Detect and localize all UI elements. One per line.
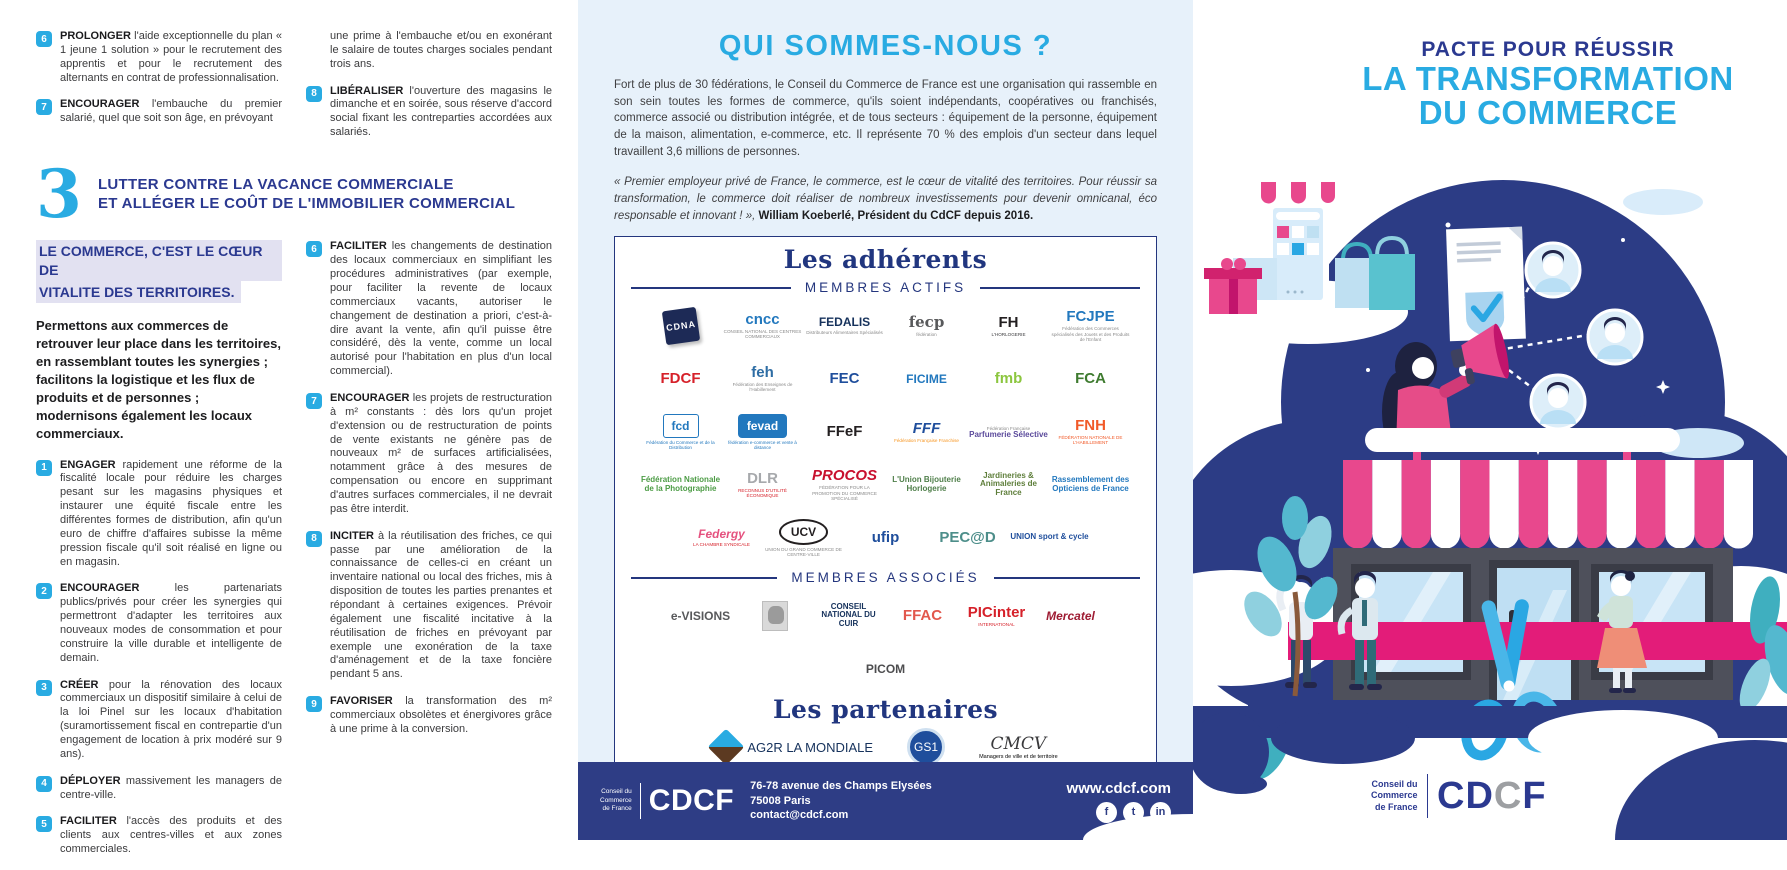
item-number-badge: 8 (306, 531, 322, 547)
avatar-3 (1531, 375, 1585, 429)
logo-cmcv: CMCV Managers de ville et de territoire (979, 734, 1058, 761)
section-intro: Permettons aux commerces de retrouver leur place dans les territoires, en rassemblant toutes les synergies ; facilitons la logistique et les flux de produits et de personnes ; modernisons également les locaux commerciaux. (36, 317, 281, 441)
logo-e-visions: e-VISIONS (670, 608, 731, 623)
measure-item-2-encourager (36, 582, 282, 665)
item-number-badge: 6 (36, 31, 52, 47)
item-lead: FACILITER (330, 240, 387, 253)
avatar-2 (1588, 310, 1642, 364)
cover-title-line2: DU COMMERCE (1418, 94, 1678, 132)
measure-item-9-favoriser (306, 695, 552, 737)
partenaires-logos (631, 728, 1140, 766)
president-quote: « Premier employeur privé de France, le commerce, est le cœur de vitalité des territoires. Pour réussir sa transformation, le commerce doit réaliser de nombreux investissements pour devenir omnicanal, éco responsable et innovant ! », William Koeberlé, Président du CdCF depuis 2016. (614, 176, 1157, 222)
intro-col-2 (306, 30, 552, 153)
logo-fdcf: FDCF (660, 370, 701, 388)
item-lead: ENCOURAGER (60, 582, 140, 595)
address-block (750, 779, 932, 824)
item-lead: INCITER (330, 529, 374, 542)
item-text: à la réutilisation des friches, ce qui passe par une amélioration de la connaissance de celles-ci en créant un inventaire national ou local des friches, mis à disposition de toutes les parties prenantes et répondant à certaines exigences. Prévoir également une fiscalité incitative à la réutilisation de friches en prévoyant par exemple une exonération de la taxe d'aménagement et de la taxe foncière pendant 5 ans. (330, 529, 552, 681)
partenaires-title: Les partenaires (772, 695, 999, 725)
linkedin-icon[interactable]: in (1150, 802, 1171, 823)
adherents-title: Les adhérents (783, 245, 988, 275)
item-text: l'ouverture des magasins le dimanche et en soirée, sous réserve d'accord social fixant les contreparties accordées aux salariés. (330, 84, 553, 139)
item-lead: ENGAGER (60, 458, 116, 471)
bottom-wave (1193, 706, 1787, 840)
measure-item-6-prolonger (36, 30, 282, 85)
logo-fh-horlogerie: FH L'HORLOGERIE (991, 313, 1026, 337)
logo-fnh: FNH FÉDÉRATION NATIONALE DE L'HABILLEMENT (1058, 417, 1123, 446)
logo-fevad: fevad fédération e-commerce et vente à distance (722, 405, 804, 458)
measure-item-5-faciliter (36, 815, 282, 857)
logo-cdna: CDNA (640, 299, 722, 352)
website-link[interactable]: www.cdcf.com (1066, 779, 1171, 797)
item-number-badge: 4 (36, 776, 52, 792)
logo-pic-international: PICinter INTERNATIONAL (967, 603, 1026, 627)
item-lead: ENCOURAGER (60, 98, 140, 111)
logo-conseil-national-du-cuir: CONSEIL NATIONAL DU CUIR (821, 601, 876, 629)
logo-jardineries-animaleries: Jardineries & Animaleries de France (980, 470, 1037, 498)
address-line: 75008 Paris (750, 794, 811, 807)
measure-item-1-engager (36, 459, 282, 570)
logo-fn-photographie: Fédération Nationale de la Photographie (640, 475, 721, 493)
item-number-badge: 9 (306, 696, 322, 712)
cdcf-logo-white: Conseil du Commerce de France CDCF (600, 784, 735, 817)
item-text: pour la rénovation des locaux commerciaux un dispositif similaire à celui de la loi Pinel sur les locaux d'habitation (suramortissement fiscal en contrepartie d'un engagement de location à prix modéré sur 9 ans). (60, 678, 282, 760)
section3-col-right (306, 240, 552, 870)
about-paragraph: Fort de plus de 30 fédérations, le Conseil du Commerce de France est une organisation qui rassemble en son sein toutes les formes de commerce, qu'ils soient indépendants, coopératives ou franchisés, commerce associé ou distribution intégrée, et de tous secteurs : équipement de la personne, équipement de la maison, alimentation, e-commerce, etc. Il représente 70 % des emplois d'un secteur dans lequel travaillent 3,6 millions de personnes. (614, 79, 1157, 158)
logo-parfumerie-selective: Fédération Française Parfumerie Sélective (969, 425, 1048, 440)
item-text: la transformation des m² commerciaux obsolètes et énergivores grâce à une prime à la conversion. (330, 695, 552, 735)
intro-col-1 (36, 30, 282, 153)
item-text: massivement les managers de centre-ville. (60, 774, 282, 801)
section-number: 3 (36, 155, 82, 234)
cover-kicker: PACTE POUR RÉUSSIR (1421, 38, 1675, 61)
logo-fca: FCA (1075, 370, 1106, 388)
membres-actifs-logos (631, 299, 1140, 564)
page-title: QUI SOMMES-NOUS ? (718, 30, 1053, 62)
contact-email[interactable]: contact@cdcf.com (750, 809, 849, 822)
item-7-continuation: une prime à l'embauche et/ou en exonérant le salaire de toutes charges sociales pendant trois ans. (330, 30, 552, 70)
membres-actifs-divider: MEMBRES ACTIFS (631, 280, 1140, 295)
logo-cncc: cncc CONSEIL NATIONAL DES CENTRES COMMERCIAUX (723, 311, 802, 340)
item-number-badge: 2 (36, 583, 52, 599)
facebook-icon[interactable]: f (1096, 802, 1117, 823)
document-check (1446, 227, 1526, 342)
section3-col-left (36, 240, 282, 870)
logo-fec: FEC (829, 370, 860, 388)
ag2r-diamond-icon (708, 729, 745, 766)
cdcf-logo: Conseil du Commerce de France CDCF (1371, 774, 1547, 817)
item-number-badge: 6 (306, 241, 322, 257)
item-lead: FAVORISER (330, 695, 393, 708)
item-lead: PROLONGER (60, 30, 131, 42)
logo-ufip: ufip (871, 529, 900, 547)
item-lead: ENCOURAGER (330, 392, 410, 404)
measure-item-4-deployer (36, 775, 282, 803)
logo-ag2r-la-mondiale: AG2R LA MONDIALE (713, 734, 873, 760)
measure-item-3-creer (36, 679, 282, 762)
item-text: rapidement une réforme de la fiscalité locale pour réduire les charges pesant sur les magasins physiques et instaurer une équité fiscale entre les différentes formes de distribution, afin qu'un euro de chiffre d'affaires subisse la même pression fiscale qu'il soit réalisé en ligne ou en magasin. (60, 458, 282, 568)
social-icons (1067, 802, 1171, 823)
item-number-badge: 5 (36, 816, 52, 832)
measure-item-7-encourager-m2 (306, 392, 552, 517)
phone-awning (1261, 182, 1335, 204)
section-3-header (36, 155, 552, 234)
logo-mercatel: Mercatel (1046, 608, 1095, 623)
item-number-badge: 7 (306, 393, 322, 409)
measure-item-6-faciliter (306, 240, 552, 379)
logo-fff-franchise: FFF Fédération Française Franchise (894, 419, 959, 443)
contact-footer (578, 762, 1193, 840)
membres-associes-logos (631, 589, 1140, 695)
logo-gs1-france: GS1 (907, 728, 945, 766)
logo-opticiens-de-france: Rassemblement des Opticiens de France (1051, 475, 1130, 493)
cover-title-line1: LA TRANSFORMATION (1362, 60, 1734, 97)
logo-union-bijouterie-horlogerie: L'Union Bijouterie Horlogerie (892, 475, 961, 493)
highlight-statement: LE COMMERCE, C'EST LE CŒUR DE VITALITE DES TERRITOIRES. (36, 240, 282, 303)
adherents-card (614, 236, 1157, 781)
engraving-stamp-logo (738, 589, 812, 642)
logo-federgy: Federgy LA CHAMBRE SYNDICALE (693, 527, 750, 548)
logo-picom: PICOM (865, 661, 906, 676)
item-lead: CRÉER (60, 678, 99, 691)
logo-fecp: fecp fédération (908, 312, 945, 337)
intro-items-columns (36, 30, 552, 153)
store-awning (1343, 460, 1753, 549)
item-lead: FACILITER (60, 815, 117, 828)
address-line: 76-78 avenue des Champs Elysées (750, 779, 932, 792)
item-text: les partenariats publics/privés pour créer les synergies qui permettront d'adapter les territoires aux nouveaux modes de consommation et pour construire la ville durable et intelligente de demain. (60, 582, 282, 664)
panel-cover (1193, 0, 1787, 840)
logo-ficime: FICIME (906, 371, 947, 386)
avatar-1 (1526, 243, 1580, 297)
item-number-badge: 1 (36, 460, 52, 476)
transformation-illustration (1193, 140, 1787, 840)
item-text: l'accès des produits et des clients aux centres-villes et aux zones commerciales. (60, 815, 282, 856)
logo-ucv: UCV UNION DU GRAND COMMERCE DE CENTRE-VILLE (763, 511, 845, 564)
measure-item-8-liberaliser (306, 85, 552, 140)
section-title: LUTTER CONTRE LA VACANCE COMMERCIALE ET ALLÉGER LE COÛT DE L'IMMOBILIER COMMERCIAL (97, 175, 516, 212)
section-3-columns (36, 240, 552, 870)
item-text: les projets de restructuration à m² constants : dès lors qu'un projet d'extension ou de restructuration de points de vente existants ne génère pas de nouveaux m² de surfaces artificialisées, notamment grâce à des mesures de compensation ou encore en supprimant d'autres surfaces commerciales, il ne devrait pas être interdit. (330, 392, 552, 515)
quote-attribution: William Koeberlé, Président du CdCF depuis 2016. (758, 209, 1034, 222)
logo-feh: feh Fédération des Enseignes de l'Habillement (732, 364, 793, 393)
panel-propositions (0, 0, 578, 856)
logo-fcjpe: FCJPE Fédération des Commerces spécialisés des Jouets et des Produits de l'Enfant (1051, 308, 1130, 343)
membres-associes-divider: MEMBRES ASSOCIÉS (631, 570, 1140, 585)
logo-fedalis: FEDALIS Distributeurs Alimentaires Spécialisés (806, 315, 883, 336)
logo-ffac: FFAC (902, 607, 943, 625)
logo-union-sport-cycle: UNION sport & cycle (1010, 532, 1089, 542)
item-text: l'aide exceptionnelle du plan « 1 jeune 1 solution » pour le recrutement des apprentis et pour le recrutement des alternants en contrat de professionnalisation. (60, 30, 283, 84)
measure-item-8-inciter (306, 530, 552, 682)
logo-fcd: fcd Fédération du Commerce et de la Distribution (640, 405, 722, 458)
twitter-icon[interactable]: t (1123, 802, 1144, 823)
item-text: l'embauche du premier salarié, quel que soit son âge, en prévoyant (60, 98, 282, 125)
item-lead: DÉPLOYER (60, 774, 121, 787)
panel-qui-sommes-nous (578, 0, 1193, 840)
item-number-badge: 8 (306, 86, 322, 102)
item-text: les changements de destination des locaux commerciaux en simplifiant les procédures administratives (par exemple, pour faciliter la revente de locaux commerciaux vacants, autoriser le changement de destination a priori, c'est-à-dire avant la vente, afin qu'il puisse être considéré, dès la vente, comme un local autorisé pour l'habitation en plus d'un local commercial). (330, 240, 552, 378)
logo-procos: PROCOS FÉDÉRATION POUR LA PROMOTION DU COMMERCE SPÉCIALISÉ (811, 467, 877, 502)
logo-fmb: fmb (994, 370, 1023, 388)
logo-ffef: FFeF (826, 423, 863, 441)
measure-item-7-encourager (36, 98, 282, 126)
logo-dlr: DLR RECONNUS D'UTILITÉ ÉCONOMIQUE (738, 470, 787, 499)
item-number-badge: 7 (36, 99, 52, 115)
item-lead: LIBÉRALISER (330, 84, 404, 97)
logo-pecad: PEC@D (939, 529, 996, 547)
item-number-badge: 3 (36, 680, 52, 696)
cover-title-block (1343, 38, 1753, 131)
